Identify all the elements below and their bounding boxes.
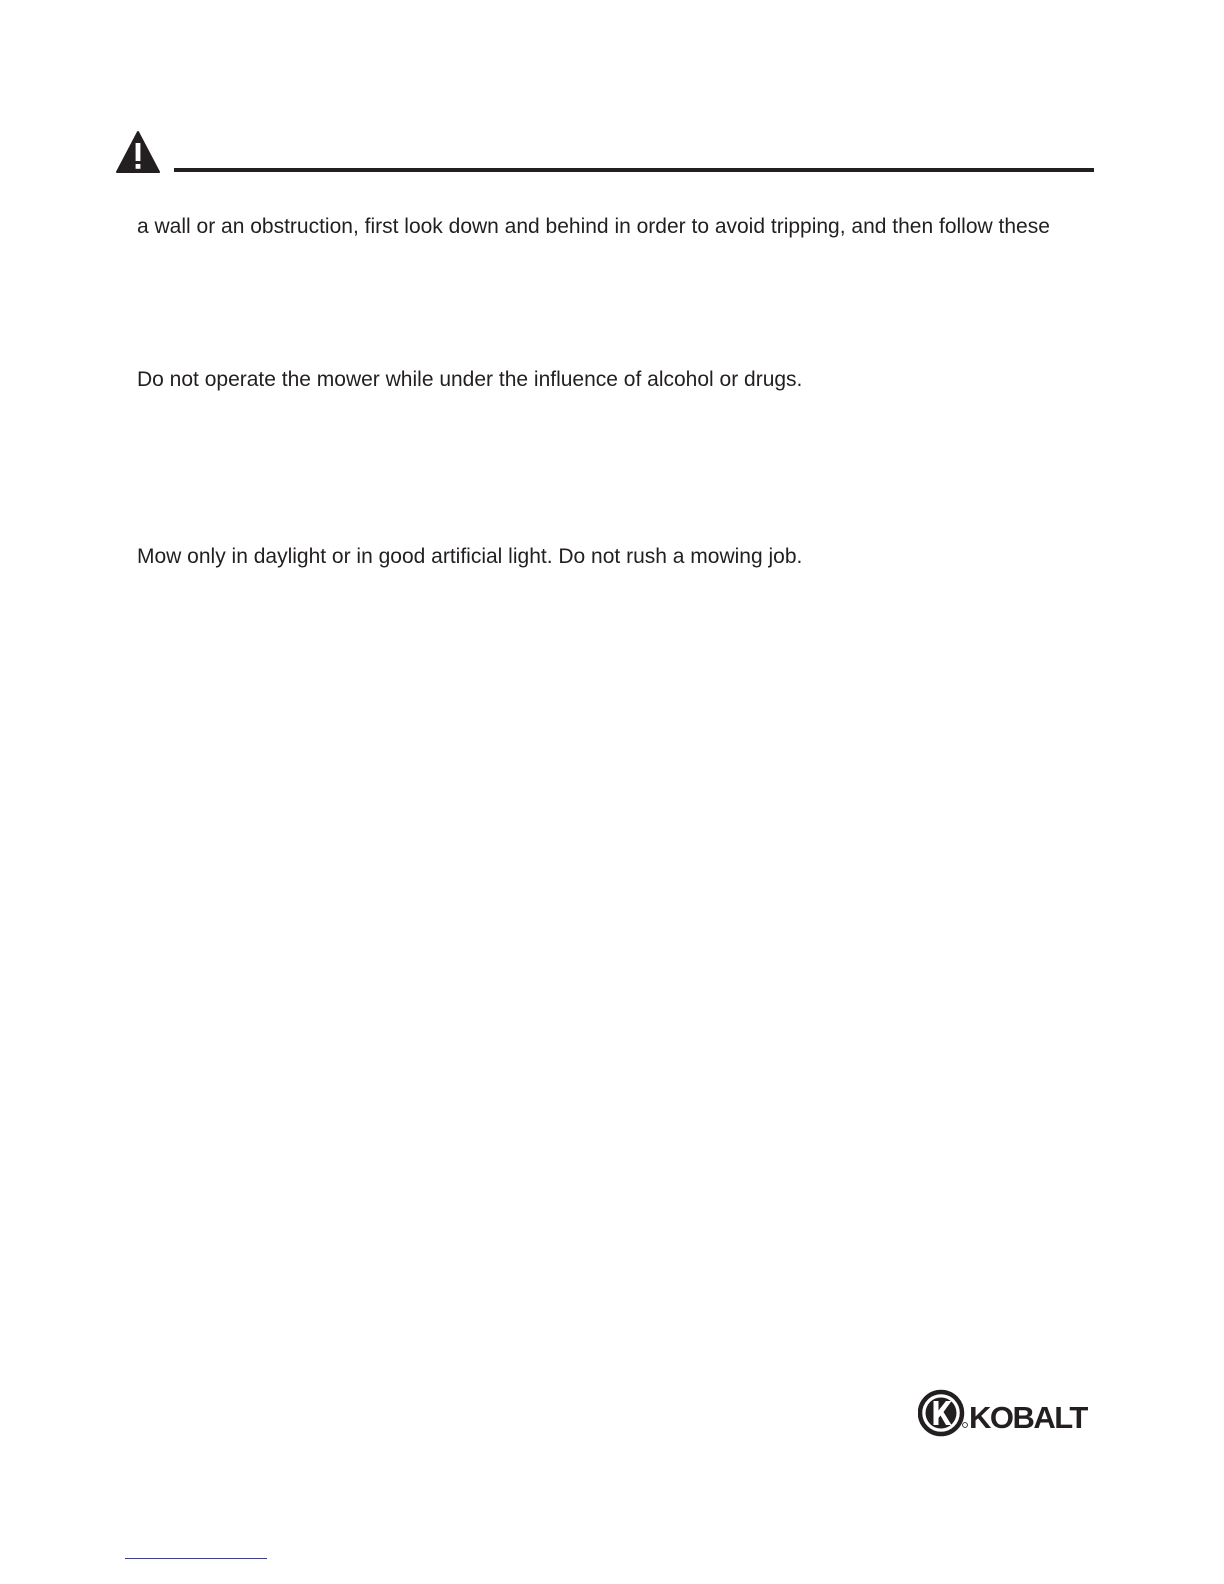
warning-icon (115, 130, 161, 174)
kobalt-logo (918, 1388, 1100, 1438)
body-text-line: Do not operate the mower while under the influence of alcohol or drugs. (137, 368, 803, 391)
body-text-line: Mow only in daylight or in good artificial light. Do not rush a mowing job. (137, 545, 803, 568)
body-text-line: a wall or an obstruction, first look down and behind in order to avoid tripping, and then follow these (137, 215, 1050, 238)
header-rule (174, 168, 1094, 172)
footer-link-underline[interactable] (125, 1558, 267, 1559)
logo-wordmark: KOBALT (969, 1400, 1087, 1435)
